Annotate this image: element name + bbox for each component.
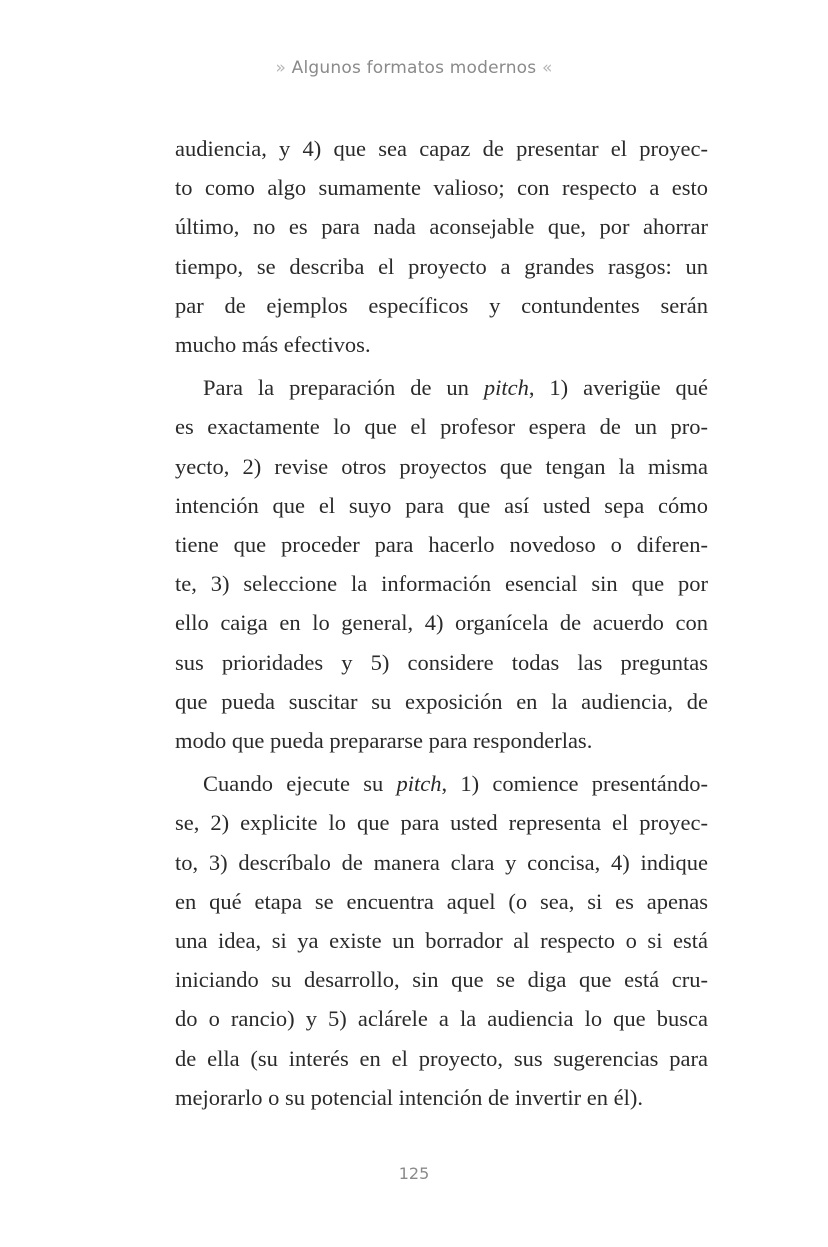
text-line: iniciando su desarrollo, sin que se diga que está cru- bbox=[175, 967, 708, 993]
text-line: último, no es para nada aconsejable que, por ahorrar bbox=[175, 214, 708, 240]
text-line: do o rancio) y 5) aclárele a la audiencia lo que busca bbox=[175, 1006, 708, 1032]
text-line: mucho más efectivos. bbox=[175, 332, 371, 358]
text-line: audiencia, y 4) que sea capaz de presentar el proyec- bbox=[175, 136, 708, 161]
text-line-first bbox=[175, 764, 708, 803]
italic-term: pitch bbox=[483, 375, 529, 401]
paragraph-3 bbox=[175, 764, 708, 1117]
text-line: en qué etapa se encuentra aquel (o sea, si es apenas bbox=[175, 888, 708, 914]
text-line: par de ejemplos específicos y contundentes serán bbox=[175, 292, 708, 318]
left-guillemet: » bbox=[275, 58, 287, 78]
text-line: mejorarlo o su potencial intención de invertir en él). bbox=[175, 1084, 643, 1110]
text-run: , 1) comience presentándo- bbox=[441, 771, 708, 797]
text-line: te, 3) seleccione la información esencial sin que por bbox=[175, 571, 708, 597]
text-line: una idea, si ya existe un borrador al respecto o si está bbox=[175, 928, 708, 954]
page-number: 125 bbox=[398, 1164, 430, 1183]
italic-term: pitch bbox=[396, 771, 442, 797]
right-guillemet: « bbox=[541, 58, 553, 78]
text-line-first bbox=[175, 368, 708, 407]
text-line: tiene que proceder para hacerlo novedoso o diferen- bbox=[175, 532, 708, 558]
text-line: yecto, 2) revise otros proyectos que tengan la misma bbox=[175, 453, 708, 479]
running-head-title: Algunos formatos modernos bbox=[291, 58, 537, 78]
running-head bbox=[0, 58, 828, 78]
text-line: intención que el suyo para que así usted sepa cómo bbox=[175, 492, 708, 518]
text-line: es exactamente lo que el profesor espera de un pro- bbox=[175, 414, 708, 440]
text-line: to, 3) descríbalo de manera clara y concisa, 4) indique bbox=[175, 849, 708, 875]
text-line: to como algo sumamente valioso; con respecto a esto bbox=[175, 175, 708, 201]
text-line: modo que pueda prepararse para responderlas. bbox=[175, 728, 593, 754]
paragraph-2 bbox=[175, 368, 708, 760]
text-line: se, 2) explicite lo que para usted representa el proyec- bbox=[175, 810, 708, 836]
text-line: de ella (su interés en el proyecto, sus sugerencias para bbox=[175, 1045, 708, 1071]
text-run: Para la preparación de un bbox=[203, 375, 484, 401]
paragraph-1 bbox=[175, 129, 708, 364]
text-run: , 1) averigüe qué bbox=[528, 375, 708, 401]
text-line: tiempo, se describa el proyecto a grandes rasgos: un bbox=[175, 253, 708, 279]
body-text bbox=[175, 129, 708, 1117]
text-run: Cuando ejecute su bbox=[203, 771, 397, 797]
text-line: ello caiga en lo general, 4) organícela de acuerdo con bbox=[175, 610, 708, 636]
text-line: sus prioridades y 5) considere todas las preguntas bbox=[175, 649, 708, 675]
text-line: que pueda suscitar su exposición en la audiencia, de bbox=[175, 688, 708, 714]
